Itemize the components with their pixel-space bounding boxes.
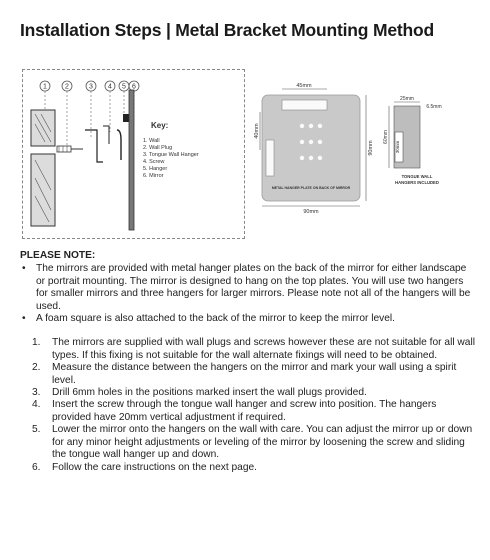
wall-plug-and-screw <box>57 146 83 152</box>
step-number: 3. <box>32 387 41 399</box>
tongue-wall-hanger <box>85 126 109 162</box>
plate-top-slot <box>282 100 327 110</box>
key-title: Key: <box>151 121 169 130</box>
step-text: Drill 6mm holes in the positions marked insert the wall plugs provided. <box>52 387 367 399</box>
svg-text:1: 1 <box>43 83 47 91</box>
step-number: 5. <box>32 424 41 436</box>
wall-section-lower <box>31 154 55 226</box>
step-item <box>20 424 475 461</box>
callout-4 <box>105 81 115 91</box>
plate-caption: METAL HANGER PLATE ON BACK OF MIRROR <box>271 186 351 190</box>
key-item-6: 6. Mirror <box>143 173 164 179</box>
page-title: Installation Steps | Metal Bracket Mounting Method <box>20 20 434 40</box>
svg-text:3: 3 <box>89 83 93 91</box>
svg-text:6: 6 <box>132 83 136 91</box>
step-item <box>20 399 475 424</box>
key-item-4: 4. Screw <box>143 159 165 165</box>
note-bullet: • The mirrors are provided with metal hanger plates on the back of the mirror for either landscape or portrait mounting. The mirror is designed to hang on the top plates. You will use two hangers for smaller mirrors and three hangers for larger mirrors. Please note not all of the hangers will be used. <box>20 263 475 313</box>
tongue-height-label: 60mm <box>383 130 389 144</box>
steps-list <box>20 337 475 473</box>
plate-width-bottom-label: 90mm <box>303 209 319 215</box>
plate-height-right-label: 90mm <box>368 140 374 156</box>
step-text: Insert the screw through the tongue wall hanger and screw into position. The hangers provided have 20mm vertical adjustment if required. <box>52 399 437 423</box>
step-text: The mirrors are supplied with wall plugs and screws however these are not suitable for all wall types. If this fixing is not suitable for the wall alternate fixings will need to be obtained. <box>52 337 475 361</box>
note-bullet: • A foam square is also attached to the back of the mirror to keep the mirror level. <box>20 313 475 325</box>
svg-text:2: 2 <box>65 83 69 91</box>
step-number: 1. <box>32 337 41 349</box>
step-text: Lower the mirror onto the hangers on the wall with care. You can adjust the mirror up or down for any minor height adjustments or leveling of the mirror by loosening the screw and sliding the tongue wall hanger up and down. <box>52 424 473 461</box>
svg-text:4: 4 <box>108 83 112 91</box>
step-number: 2. <box>32 362 41 374</box>
callout-6 <box>129 81 139 91</box>
tongue-depth-label: 6.5mm <box>426 104 442 110</box>
svg-text:5: 5 <box>122 83 126 91</box>
plate-height-left-label: 40mm <box>254 123 260 139</box>
notes-heading: PLEASE NOTE: <box>20 250 96 261</box>
step-text: Measure the distance between the hangers on the mirror and mark your wall using a spirit level. <box>52 362 457 386</box>
mirror-panel <box>129 90 134 230</box>
key-item-5: 5. Hanger <box>143 166 168 172</box>
hanger-plate-diagram <box>252 80 380 220</box>
key-item-2: 2. Wall Plug <box>143 145 173 151</box>
step-item <box>20 337 475 362</box>
tongue-width-label: 25mm <box>400 96 414 102</box>
callout-1 <box>40 81 50 91</box>
notes-bullet-list <box>20 263 475 325</box>
callout-2 <box>62 81 72 91</box>
tongue-caption-line2: HANGERS INCLUDED <box>395 180 439 185</box>
callout-3 <box>86 81 96 91</box>
step-text: Follow the care instructions on the next page. <box>52 461 257 473</box>
tongue-inner-label: 30mm <box>395 140 400 154</box>
step-item <box>20 462 475 474</box>
installation-notes <box>20 250 475 474</box>
mounting-cross-section <box>23 70 246 240</box>
step-item <box>20 387 475 399</box>
plate-width-top-label: 45mm <box>296 83 312 89</box>
wall-section-upper <box>31 110 55 146</box>
key-item-3: 3. Tongue Wall Hanger <box>143 152 199 158</box>
tongue-hanger-diagram <box>384 96 450 192</box>
step-number: 6. <box>32 461 41 473</box>
callout-5 <box>119 81 129 91</box>
plate-left-slot <box>266 140 274 176</box>
key-item-1: 1. Wall <box>143 138 160 144</box>
mounting-diagram <box>22 69 245 239</box>
step-number: 4. <box>32 399 41 411</box>
mirror-hanger <box>117 114 129 160</box>
step-item <box>20 362 475 387</box>
tongue-caption-line1: TONGUE WALL <box>401 174 433 179</box>
